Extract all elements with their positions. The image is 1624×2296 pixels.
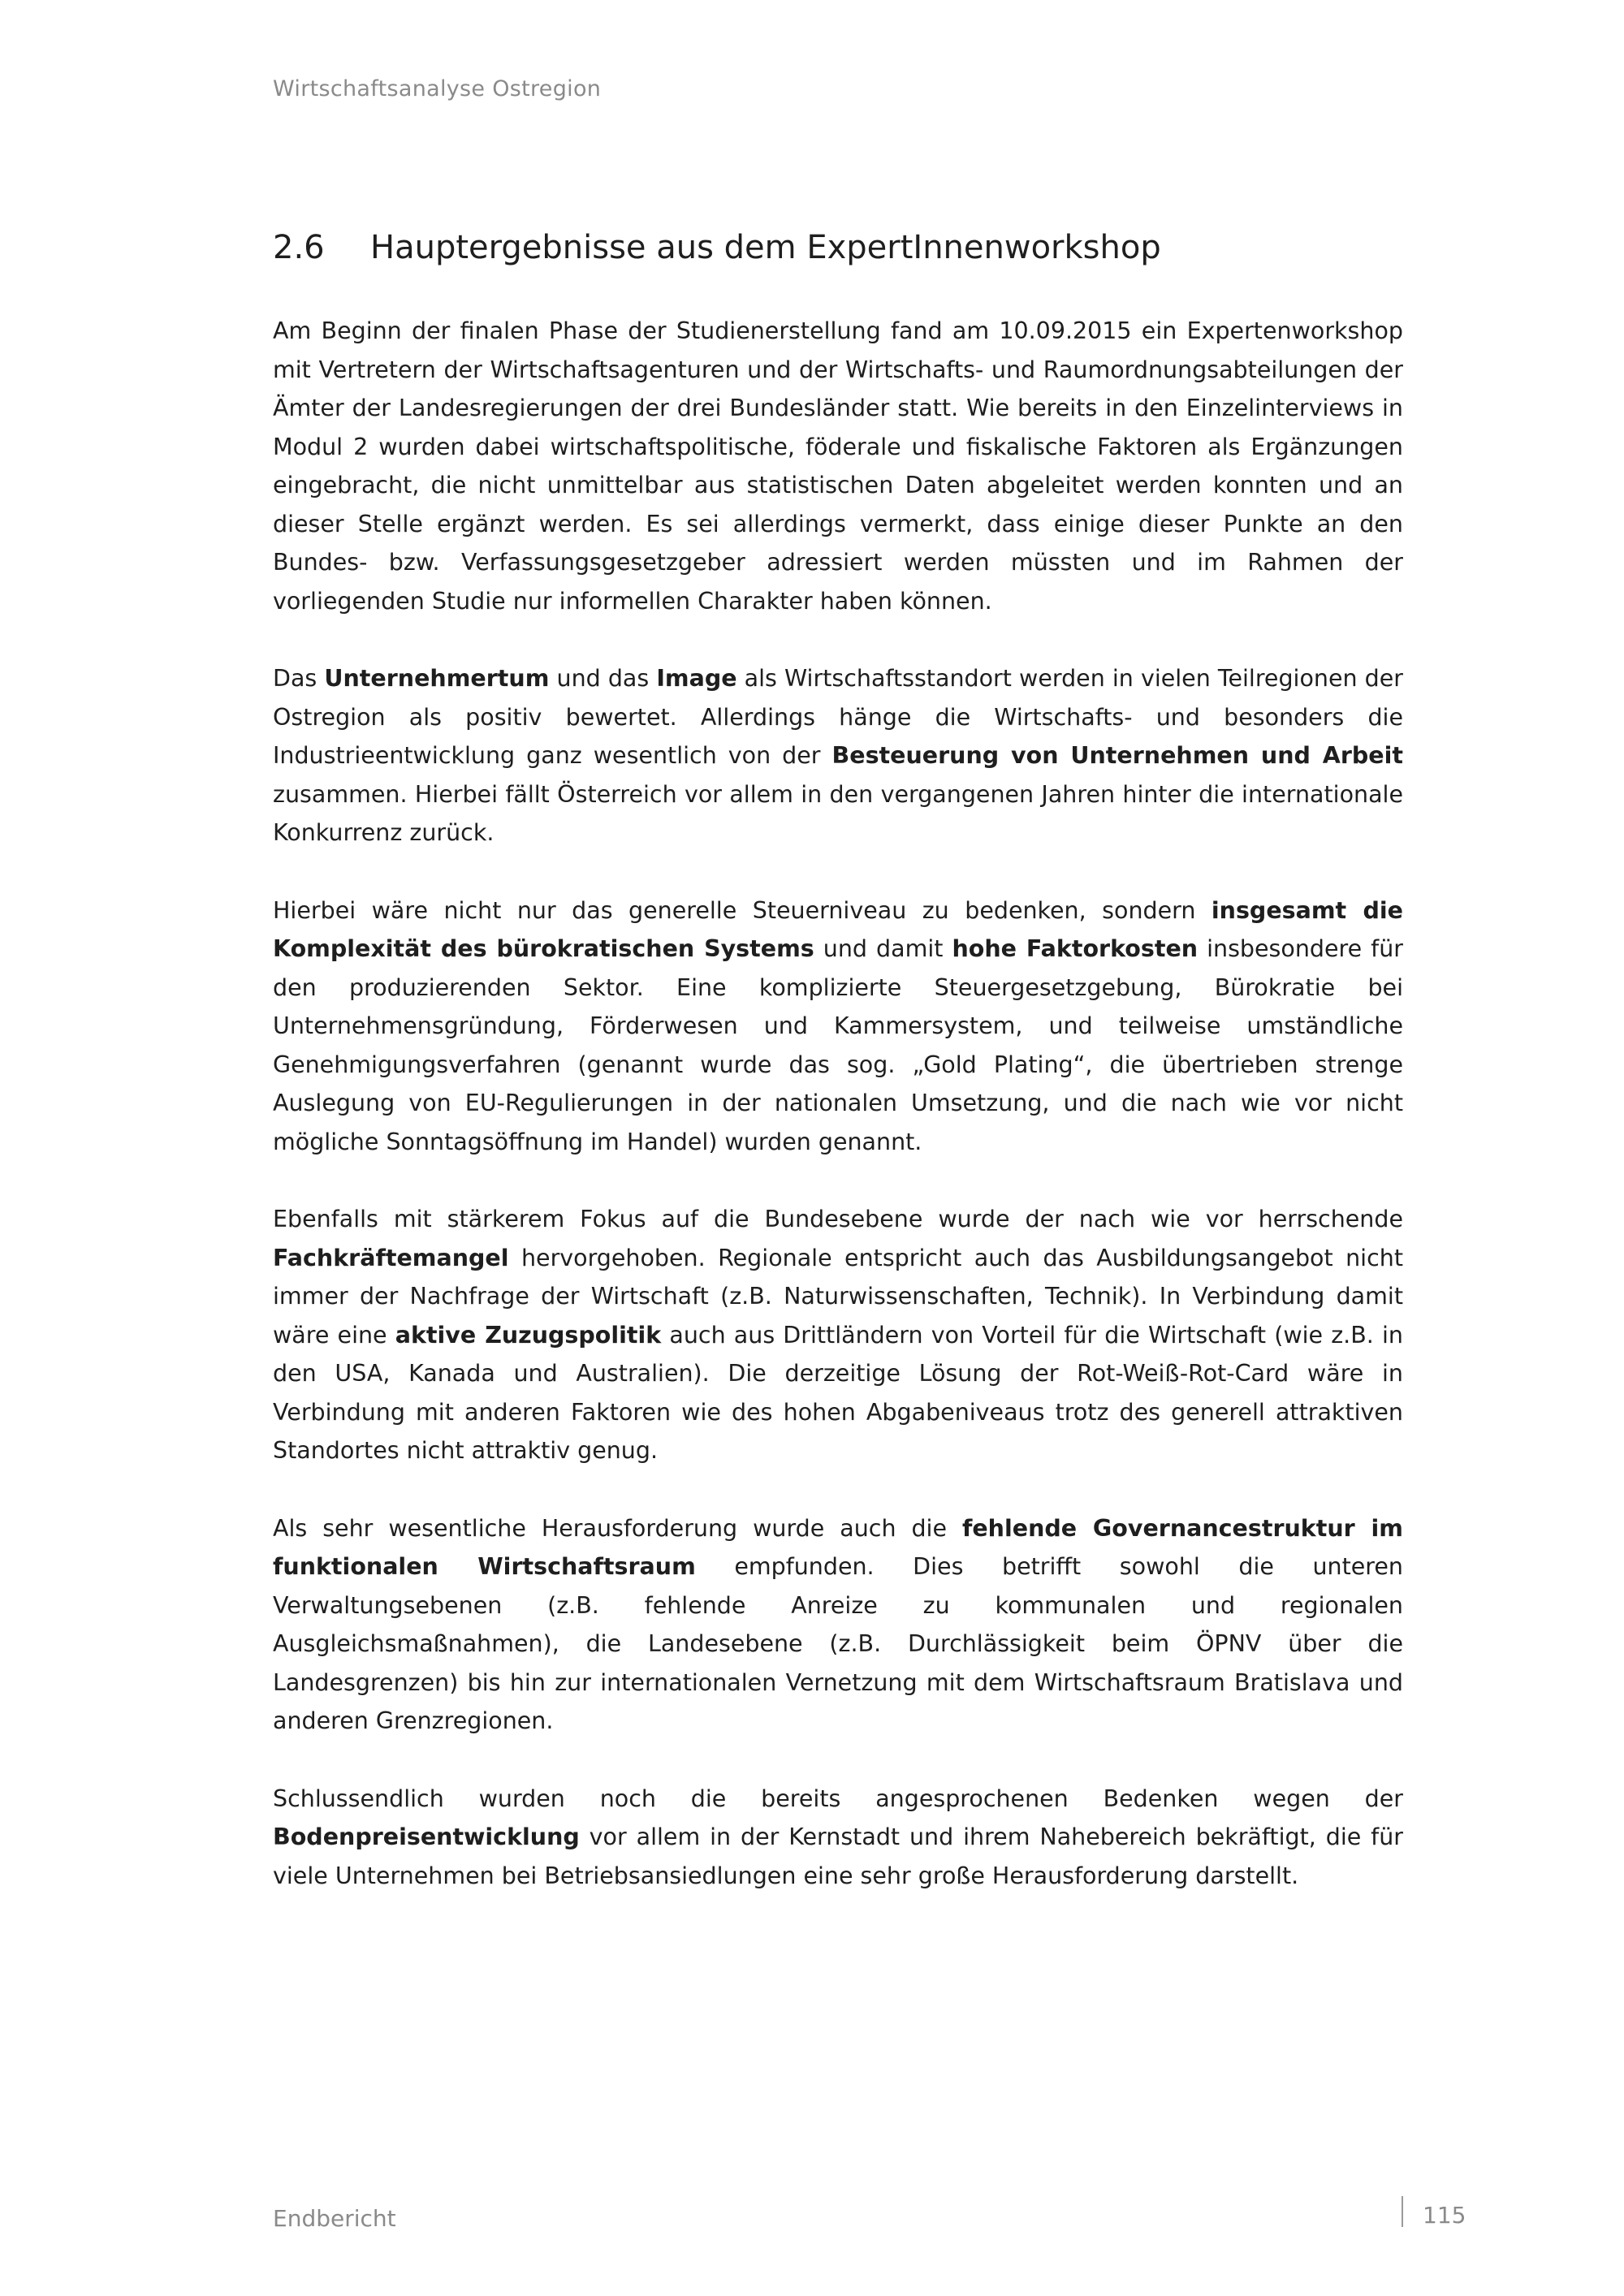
emphasis-text: aktive Zuzugspolitik [395,1321,662,1349]
body-text: vor allem in der Kernstadt und ihrem Nahebereich bekräftigt, die für viele Unternehmen bei Betriebsansiedlungen eine sehr große Herausforderung darstellt. [273,1823,1403,1889]
body-text: Das [273,665,325,692]
paragraph-skilled-labour [273,1200,1403,1470]
emphasis-text: fehlende Governancestruktur im funktionalen Wirtschaftsraum [273,1514,1403,1580]
emphasis-text: hohe Faktorkosten [952,935,1199,962]
paragraph-land-prices [273,1780,1403,1896]
body-text: auch aus Drittländern von Vorteil für die Wirtschaft (wie z.B. in den USA, Kanada und Australien). Die derzeitige Lösung der Rot-Weiß-Rot-Card wäre in Verbindung mit anderen Faktoren wie des hohen Abgabeniveaus trotz des generell attraktiven Standortes nicht attraktiv genug. [273,1321,1403,1464]
body-text: Am Beginn der finalen Phase der Studienerstellung fand am 10.09.2015 ein Expertenworkshop mit Vertretern der Wirtschaftsagenturen und der Wirtschafts- und Raumordnungsabteilungen der Ämter der Landesregierungen der drei Bundesländer statt. Wie bereits in den Einzelinterviews in Modul 2 wurden dabei wirtschaftspolitische, föderale und fiskalische Faktoren als Ergänzungen eingebracht, die nicht unmittelbar aus statistischen Daten abgeleitet werden konnten und an dieser Stelle ergänzt werden. Es sei allerdings vermerkt, dass einige dieser Punkte an den Bundes- bzw. Verfassungsgesetzgeber adressiert werden müssten und im Rahmen der vorliegenden Studie nur informellen Charakter haben können. [273,317,1403,615]
body-text: hervorgehoben. Regionale entspricht auch das Ausbildungsangebot nicht immer der Nachfrage der Wirtschaft (z.B. Naturwissenschaften, Technik). In Verbindung damit wäre eine [273,1244,1403,1349]
section-number: 2.6 [273,229,325,266]
emphasis-text: Besteuerung von Unternehmen und Arbeit [831,742,1403,769]
footer-divider [1402,2196,1403,2227]
body-text: und damit [814,935,952,962]
document-body [273,229,1403,1934]
body-text: als Wirtschaftsstandort werden in vielen Teilregionen der Ostregion als positiv bewertet. Allerdings hänge die Wirtschafts- und besonders die Industrieentwicklung ganz wesentlich von der [273,665,1403,769]
body-text: zusammen. Hierbei fällt Österreich vor allem in den vergangenen Jahren hinter die internationale Konkurrenz zurück. [273,780,1403,846]
page-number: 115 [1423,2202,1466,2229]
emphasis-text: Unternehmertum [324,665,550,692]
paragraph-governance [273,1509,1403,1741]
body-text: empfunden. Dies betrifft sowohl die unteren Verwaltungsebenen (z.B. fehlende Anreize zu kommunalen und regionalen Ausgleichsmaßnahmen), die Landesebene (z.B. Durchlässigkeit beim ÖPNV über die Landesgrenzen) bis hin zur internationalen Vernetzung mit dem Wirtschaftsraum Bratislava und anderen Grenzregionen. [273,1553,1403,1734]
body-text: Schlussendlich wurden noch die bereits angesprochenen Bedenken wegen der [273,1785,1403,1812]
emphasis-text: Bodenpreisentwicklung [273,1823,580,1850]
paragraph-entrepreneurship [273,659,1403,852]
running-header: Wirtschaftsanalyse Ostregion [273,76,602,101]
body-text: insbesondere für den produzierenden Sektor. Eine komplizierte Steuergesetzgebung, Bürokratie bei Unternehmensgründung, Förderwesen und Kammersystem, und teilweise umständliche Genehmigungsverfahren (genannt wurde das sog. „Gold Plating“, die übertrieben strenge Auslegung von EU-Regulierungen in der nationalen Umsetzung, und die nach wie vor nicht mögliche Sonntagsöffnung im Handel) wurden genannt. [273,935,1403,1155]
body-text: Ebenfalls mit stärkerem Fokus auf die Bundesebene wurde der nach wie vor herrschende [273,1206,1403,1232]
section-heading [273,229,1403,266]
emphasis-text: Image [656,665,737,692]
body-text: Als sehr wesentliche Herausforderung wurde auch die [273,1514,962,1542]
emphasis-text: Fachkräftemangel [273,1244,509,1271]
paragraph-intro [273,312,1403,620]
footer-label: Endbericht [273,2205,396,2232]
paragraph-bureaucracy [273,891,1403,1162]
emphasis-text: insgesamt die Komplexität des bürokratischen Systems [273,896,1403,962]
section-title: Hauptergebnisse aus dem ExpertInnenworkshop [370,229,1161,266]
body-text: und das [549,665,657,692]
body-text: Hierbei wäre nicht nur das generelle Steuerniveau zu bedenken, sondern [273,896,1212,924]
